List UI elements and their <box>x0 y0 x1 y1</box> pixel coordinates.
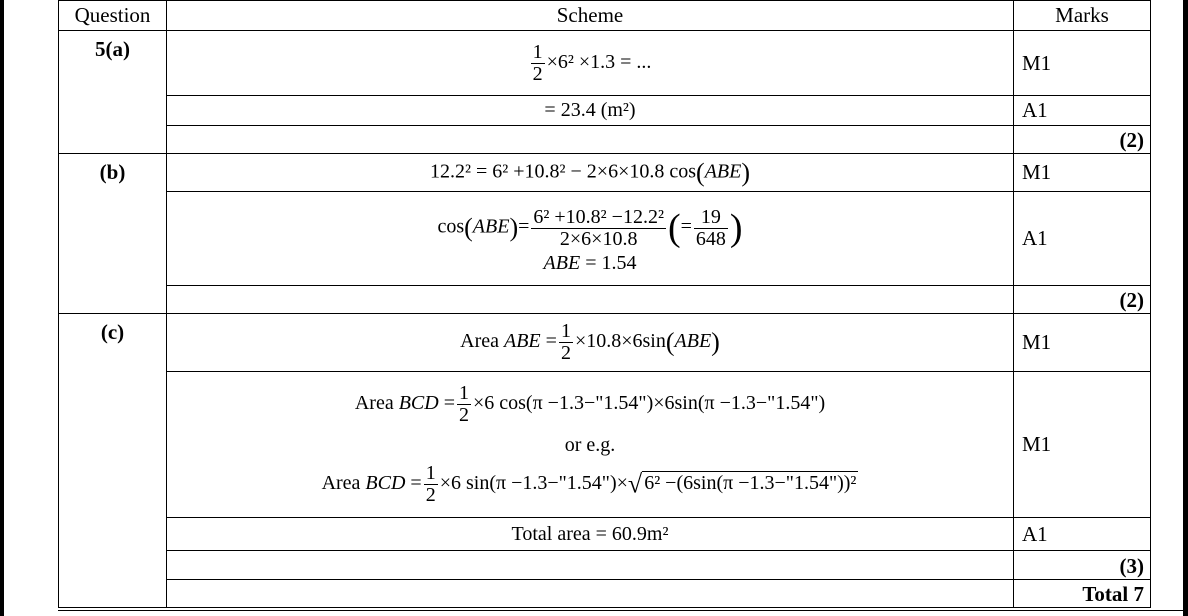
cos-label: cos <box>437 215 465 238</box>
subtotal: (3) <box>1014 551 1151 580</box>
scheme-cell: = 23.4 (m²) <box>167 96 1014 126</box>
total-row <box>59 580 1151 608</box>
question-header: Question <box>59 1 167 31</box>
scheme-cell <box>167 31 1014 96</box>
angle-abe: ABE <box>543 252 581 274</box>
angle-abe: ABE <box>704 160 742 183</box>
expression: ×6² ×1.3 = ... <box>546 50 652 73</box>
expression: ×10.8×6sin <box>574 330 666 353</box>
empty-cell <box>167 126 1014 154</box>
mark: A1 <box>1014 192 1151 286</box>
question-label-5a: 5(a) <box>59 31 167 154</box>
or-eg: or e.g. <box>564 434 616 456</box>
question-label-b: (b) <box>59 154 167 314</box>
mark: M1 <box>1014 314 1151 372</box>
scheme-cell: 12.2² = 6² +10.8² − 2×6×10.8 cos(ABE) <box>167 154 1014 192</box>
header-row <box>59 1 1151 31</box>
empty-cell <box>167 286 1014 314</box>
expression: 12.2² = 6² +10.8² − 2×6×10.8 cos <box>429 160 697 183</box>
part-b-row-1 <box>59 154 1151 192</box>
subtotal: (2) <box>1014 286 1151 314</box>
scheme-cell <box>167 372 1014 518</box>
right-border <box>1183 0 1188 616</box>
question-label-c: (c) <box>59 314 167 608</box>
empty-cell <box>167 580 1014 608</box>
question-total: Total 7 <box>1014 580 1151 608</box>
mark: A1 <box>1014 96 1151 126</box>
mark: A1 <box>1014 518 1151 551</box>
part-c-row-2 <box>59 372 1151 518</box>
mark: M1 <box>1014 372 1151 518</box>
mark: M1 <box>1014 154 1151 192</box>
part-a-subtotal-row <box>59 126 1151 154</box>
scheme-cell: Area ABE = $\frac{1}{2}$ ×10.8×6sin(ABE) <box>167 314 1014 372</box>
fraction-half: $\frac{1}{2}$ <box>560 320 571 364</box>
exact-fraction: $\frac{19}{648}$ <box>695 205 726 250</box>
angle-abe: ABE <box>472 215 510 238</box>
part-c-row-1 <box>59 314 1151 372</box>
part-a-row-2 <box>59 96 1151 126</box>
bcd-method-1: Area BCD = $\frac{1}{2}$ ×6 cos(π −1.3−"1.54")×6sin(π −1.3−"1.54") <box>354 382 826 426</box>
part-b-subtotal-row <box>59 286 1151 314</box>
square-root: 6² −(6sin(π −1.3−"1.54"))² <box>644 472 857 495</box>
fraction-half: $\frac{1}{2}$ <box>532 40 543 85</box>
part-b-row-2 <box>59 192 1151 286</box>
bottom-rule <box>58 610 1183 611</box>
empty-cell <box>167 551 1014 580</box>
left-border <box>0 0 4 616</box>
marks-header: Marks <box>1014 1 1151 31</box>
mark: M1 <box>1014 31 1151 96</box>
part-c-subtotal-row <box>59 551 1151 580</box>
cosine-fraction: $\frac{\text{6² +10.8² −12.2²}}{2\times 6\times 10.8}$ <box>533 205 664 250</box>
subtotal: (2) <box>1014 126 1151 154</box>
scheme-cell: Total area = 60.9m² <box>167 518 1014 551</box>
mark-scheme-table <box>58 0 1151 608</box>
part-c-row-3 <box>59 518 1151 551</box>
angle-result: = 1.54 <box>585 252 637 274</box>
part-a-row-1 <box>59 31 1151 96</box>
scheme-header: Scheme <box>167 1 1014 31</box>
bcd-method-2: Area BCD = $\frac{1}{2}$ ×6 sin(π −1.3−"1.54")×√ 6² −(6sin(π −1.3−"1.54"))² <box>321 462 857 506</box>
scheme-cell: cos(ABE)= $\frac{\text{6² +10.8² −12.2²}}{2\times 6\times 10.8}$ (= $\frac{19}{648}$ ) ABE = 1.54 <box>167 192 1014 286</box>
